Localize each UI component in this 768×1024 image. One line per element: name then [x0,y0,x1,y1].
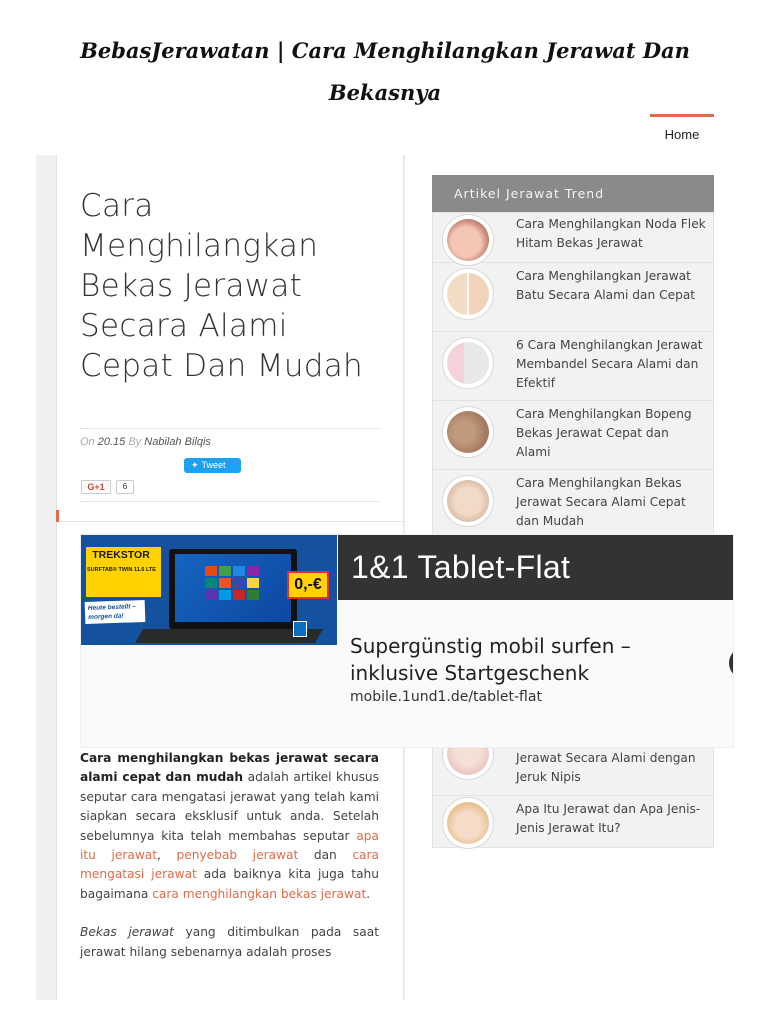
ad-url[interactable]: mobile.1und1.de/tablet-flat [350,689,542,705]
divider [59,521,404,522]
trending-item-label: Cara Menghilangkan Jerawat Batu Secara Alami dan Cepat [516,269,696,303]
meta-on: On [80,436,95,448]
article-text: , [157,848,177,863]
article-text: dan [298,848,353,863]
article-thumbnail [442,337,494,389]
article-text: yang ditimbulkan pada saat jerawat hilang sebenarnya adalah proses [80,925,380,959]
meta-time[interactable]: 20.15 [97,436,126,448]
trending-item[interactable] [433,212,713,263]
trending-item-label: Jerawat Secara Alami dengan Jeruk Nipis [516,751,696,785]
brand-subtitle: SURFTAB® TWIN 11.6 LTE [87,567,156,573]
link-apa-itu-jerawat[interactable]: apa itu jerawat [80,828,379,863]
article-thumbnail [442,406,494,458]
article-text: . [366,886,371,901]
link-cara-mengatasi-jerawat[interactable]: cara mengatasi jerawat [80,848,379,882]
trending-item-label: 6 Cara Menghilangkan Jerawat Membandel Secara Alami dan Efektif [516,338,703,391]
post-title: Cara Menghilangkan Bekas Jerawat Secara Alami Cepat Dan Mudah [80,188,363,384]
trending-item[interactable] [433,797,713,847]
trending-item[interactable] [433,333,713,401]
ad-description[interactable]: Supergünstig mobil surfen – inklusive Startgeschenk [350,634,631,685]
google-plus-count: 6 [116,480,134,494]
nav-home-link[interactable]: Home [650,114,714,154]
article-thumbnail [442,268,494,320]
article-lead: Cara menghilangkan bekas jerawat secara alami cepat dan mudah [80,751,379,785]
divider [80,428,380,429]
link-penyebab-jerawat[interactable]: penyebab jerawat [176,848,299,863]
article-thumbnail [442,797,494,849]
order-tag: Heute bestellt – morgen da! [85,600,146,624]
ad-headline[interactable]: 1&1 Tablet-Flat [351,549,571,585]
trending-item[interactable] [433,402,713,470]
link-cara-menghilangkan-bekas-jerawat[interactable]: cara menghilangkan bekas jerawat [152,886,367,901]
trending-item[interactable] [433,264,713,332]
article-thumbnail [442,214,494,266]
tweet-button[interactable] [184,458,241,473]
twitter-bird-icon: ✦ [191,460,199,470]
advertisement[interactable] [81,535,733,747]
ad-product-image [81,535,337,645]
brand-logo: TREKSTOR [86,547,156,563]
google-plus-button[interactable]: G+1 [81,480,111,494]
trending-item-label: Apa Itu Jerawat dan Apa Jenis-Jenis Jerawat Itu? [516,802,701,836]
price-badge: 0,-€ [287,571,329,599]
meta-author[interactable]: Nabilah Bilqis [144,436,211,448]
trending-item-label: Cara Menghilangkan Noda Flek Hitam Bekas Jerawat [516,217,706,251]
trending-item[interactable] [433,471,713,539]
ad-image-background [81,645,337,747]
trending-item-label: Cara Menghilangkan Bopeng Bekas Jerawat Cepat dan Alami [516,407,692,460]
site-title[interactable]: BebasJerawatan | Cara Menghilangkan Jerawat Dan Bekasnya [80,38,690,105]
article-body [80,749,379,981]
article-paragraph [80,749,379,904]
post-meta [80,436,211,448]
divider [80,501,380,502]
widget-title: Artikel Jerawat Trend [432,175,714,212]
meta-by: By [128,436,142,448]
tablet-screen [175,554,291,622]
article-paragraph [80,923,379,962]
trending-item-label: Cara Menghilangkan Bekas Jerawat Secara Alami Cepat dan Mudah [516,476,686,529]
intel-badge-icon [293,621,307,637]
article-text: adalah artikel khusus seputar cara mengatasi jerawat yang telah kami siapkan secara eksklusif untuk anda. Setelah sebelumnya kita telah membahas seputar [80,770,379,843]
article-text: ada baiknya kita juga tahu bagaimana [80,867,379,901]
article-emphasis: Bekas jerawat [80,925,174,940]
article-thumbnail [442,475,494,527]
tweet-label: Tweet [201,460,226,470]
